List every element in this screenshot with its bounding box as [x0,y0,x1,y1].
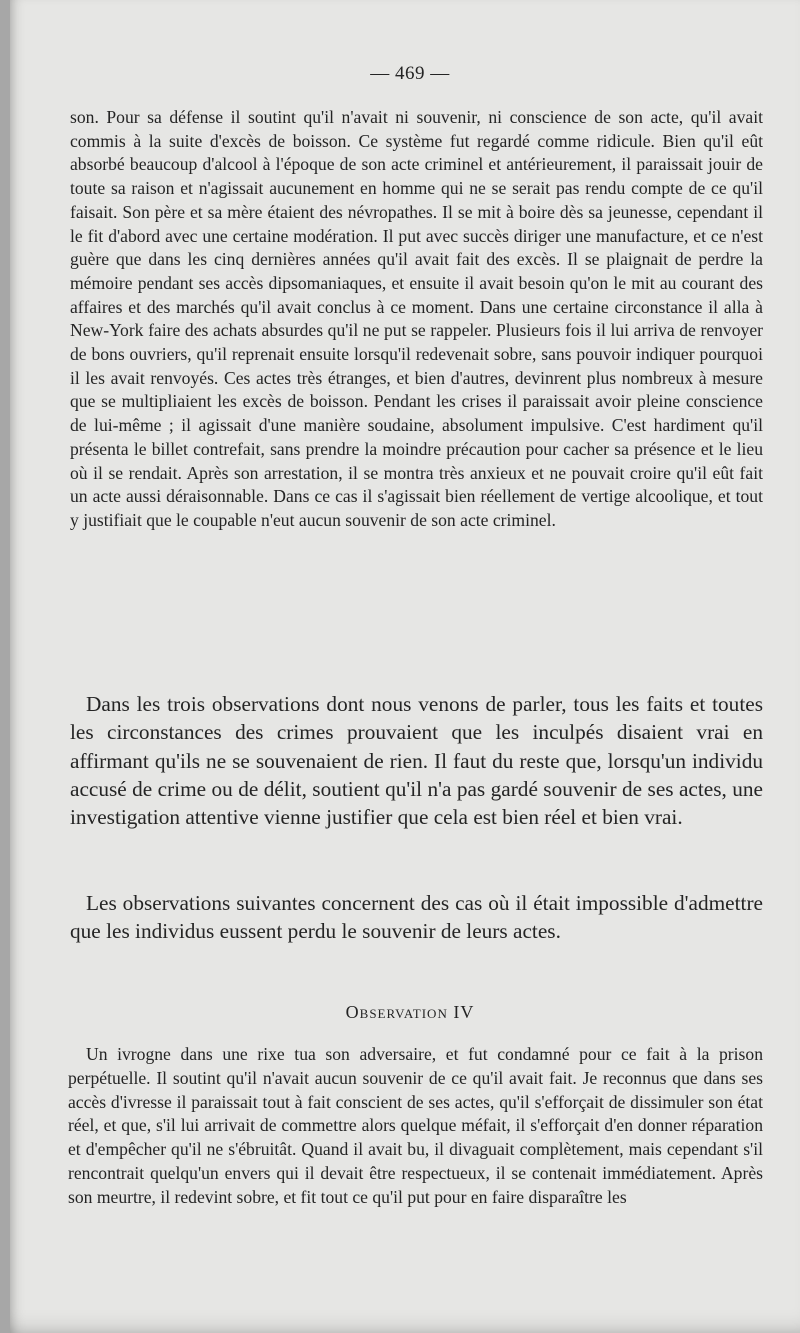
paragraph-transition: Les observations suivantes concernent des cas où il était impossible d'admettre que les individus eussent perdu le souvenir de leurs actes. [70,891,763,944]
page-number: — 469 — [370,63,450,84]
paragraph-observation: Un ivrogne dans une rixe tua son adversaire, et fut condamné pour ce fait à la prison perpétuelle. Il soutint qu'il n'avait aucun souvenir de ce qu'il avait fait. Je reconnus que dans ses accès d'ivresse il paraissait tout à fait conscient de ses actes, qu'il s'efforçait de dissimuler son état réel, et que, s'il lui arrivait de commettre alors quelque méfait, il s'efforçait d'en donner réparation et d'empêcher qu'il ne s'ébruitât. Quand il avait bu, il divaguait complètement, mais cependant s'il rencontrait quelqu'un envers qui il devait être respectueux, il se contenait immédiatement. Après son meurtre, il redevint sobre, et fit tout ce qu'il put pour en faire disparaître les [68,1044,763,1207]
section-heading: Observation IV [345,1002,475,1022]
paragraph-continuation: son. Pour sa défense il soutint qu'il n'avait ni souvenir, ni conscience de son acte, qu'il avait commis à la suite d'excès de boisson. Ce système fut regardé comme ridicule. Bien qu'il eût absorbé beaucoup d'alcool à l'époque de son acte criminel et antérieurement, il paraissait jouir de toute sa raison et n'agissait aucunement en homme qui ne se serait pas rendu compte de ce qu'il faisait. Son père et sa mère étaient des névropathes. Il se mit à boire dès sa jeunesse, cependant il le fit d'abord avec une certaine modération. Il put avec succès diriger une manufacture, et ce n'est guère que dans les cinq dernières années qu'il avait fait des excès. Il se plaignait de perdre la mémoire pendant ses accès dipsomaniaques, et ensuite il avait besoin qu'on le mit au courant des affaires et des marchés qu'il avait conclus à ce moment. Dans une certaine circonstance il alla à New-York faire des achats absurdes qu'il ne put se rappeler. Plusieurs fois il lui arriva de renvoyer de bons ouvriers, qu'il reprenait ensuite lorsqu'il redevenait sobre, sans pouvoir indiquer pourquoi il les avait renvoyés. Ces actes très étranges, et bien d'autres, devinrent plus nombreux à mesure que se multipliaient les excès de boisson. Pendant les crises il paraissait avoir pleine conscience de lui-même ; il agissait d'une manière soudaine, absolument impulsive. C'est hardiment qu'il présenta le billet contrefait, sans prendre la moindre précaution pour cacher sa présence et le lieu où il se rendait. Après son arrestation, il se montra très anxieux et ne pouvait croire qu'il eût fait un acte aussi déraisonnable. Dans ce cas il s'agissait bien réellement de vertige alcoolique, et tout y justifiait que le coupable n'eut aucun souvenir de son acte criminel. [70,107,763,530]
paragraph-summary: Dans les trois observations dont nous venons de parler, tous les faits et toutes les circonstances des crimes prouvaient que les inculpés disaient vrai en affirmant qu'ils ne se souvenaient de rien. Il faut du reste que, lorsqu'un individu accusé de crime ou de délit, soutient qu'il n'a pas gardé souvenir de ses actes, une investigation attentive vienne justifier que cela est bien réel et bien vrai. [70,692,763,830]
book-page [10,0,800,1333]
